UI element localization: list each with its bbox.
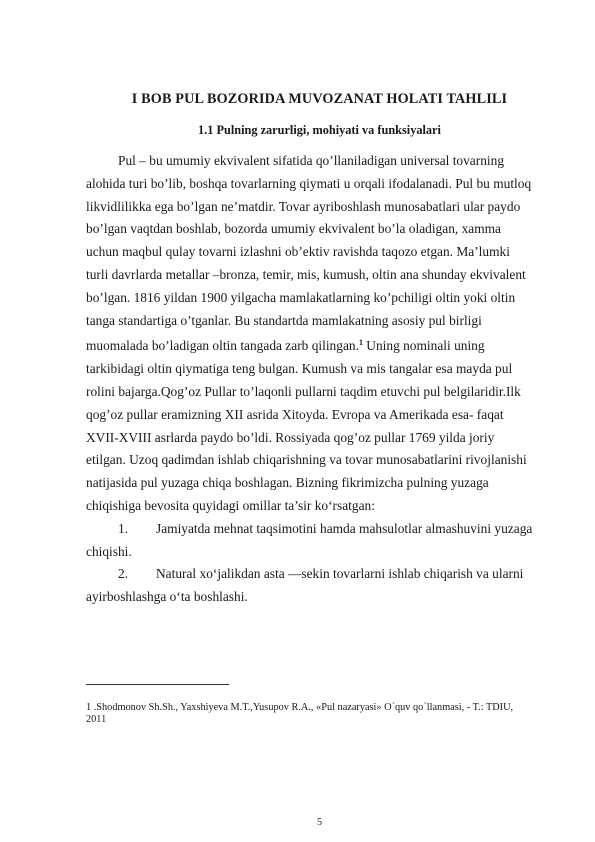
body-text (86, 150, 556, 609)
list-item-text: Jamiyatda mehnat taqsimotini hamda mahsulotlar almashuvini yuzaga (156, 520, 533, 536)
paragraph-line: tanga standartiga o’tganlar. Bu standartda mamlakatning asosiy pul birligi (86, 312, 482, 328)
list-item (86, 518, 556, 541)
paragraph-line: Pul – bu umumiy ekvivalent sifatida qo’llaniladigan universal tovarning (118, 153, 505, 168)
footnote-separator (86, 684, 229, 685)
paragraph-line: rolini bajarga.Qog’oz Pullar to’laqonli pullarni taqdim etuvchi pul belgilaridir.Ilk (86, 383, 521, 399)
list-item-continuation: ayirboshlashga o‘ta boshlashi. (86, 589, 248, 605)
paragraph-text: muomalada bo’ladigan oltin tangada zarb qilingan. (86, 338, 359, 354)
paragraph-line: qog’oz pullar eramizning XII asrida Xitoyda. Evropa va Amerikada esa- faqat (86, 406, 504, 422)
list-number: 2. (118, 566, 129, 582)
paragraph-text: Uning nominali uning (362, 338, 485, 354)
footnote-text: 1 .Shodmonov Sh.Sh., Yaxshiyeva M.T.,Yusupov R.A., «Pul nazaryasi» O`quv qo`llanmasi, - T.: TDIU, (86, 702, 514, 713)
paragraph-line: natijasida pul yuzaga chiqa boshlagan. Bizning fikrimizcha pulning yuzaga (86, 475, 489, 491)
paragraph-line: bo’lgan. 1816 yildan 1900 yilgacha mamlakatlarning ko’pchiligi oltin yoki oltin (86, 289, 516, 305)
chapter-title: I BOB PUL BOZORIDA MUVOZANAT HOLATI TAHLILI (131, 91, 508, 107)
paragraph-line: uchun maqbul qulay tovarni izlashni ob’ektiv ravishda taqozo etgan. Ma’lumki (86, 244, 510, 260)
paragraph-line: chiqishiga bevosita quyidagi omillar ta’sir ko‘rsatgan: (86, 497, 375, 513)
list-number: 1. (118, 520, 129, 536)
footnote-text: 2011 (86, 714, 107, 725)
footnote-reference[interactable]: 1 (358, 338, 363, 348)
paragraph-line: likvidlilikka ega bo’lgan ne’matdir. Tovar ayriboshlash munosabatlari ular paydo (86, 198, 521, 214)
paragraph-line: turli davrlarda metallar –bronza, temir, mis, kumush, oltin ana shunday ekvivalent (86, 266, 526, 282)
footnote (86, 702, 556, 726)
paragraph-line: alohida turi bo’lib, boshqa tovarlarning qiymati u orqali ifodalanadi. Pul bu mutloq (86, 175, 532, 191)
paragraph-line-with-footnote (86, 332, 556, 358)
list-item-text: Natural xo‘jalikdan asta —sekin tovarlarni ishlab chiqarish va ularni (156, 566, 524, 582)
paragraph-line: etilgan. Uzoq qadimdan ishlab chiqarishning va tovar munosabatlarini rivojlanishi (86, 452, 527, 468)
section-title: 1.1 Pulning zarurligi, mohiyati va funksiyalari (198, 123, 441, 137)
page-number: 5 (317, 817, 322, 828)
paragraph-line: tarkibidagi oltin qiymatiga teng bulgan. Kumush va mis tangalar esa mayda pul (86, 361, 513, 377)
list-item-continuation: chiqishi. (86, 543, 132, 559)
paragraph-line: XVII-XVIII asrlarda paydo bo’ldi. Rossiyada qog’oz pullar 1769 yilda joriy (86, 429, 495, 445)
paragraph-line: bo’lgan vaqtdan boshlab, bozorda umumiy ekvivalent bo’la oladigan, xamma (86, 221, 501, 237)
list-item (86, 563, 556, 586)
